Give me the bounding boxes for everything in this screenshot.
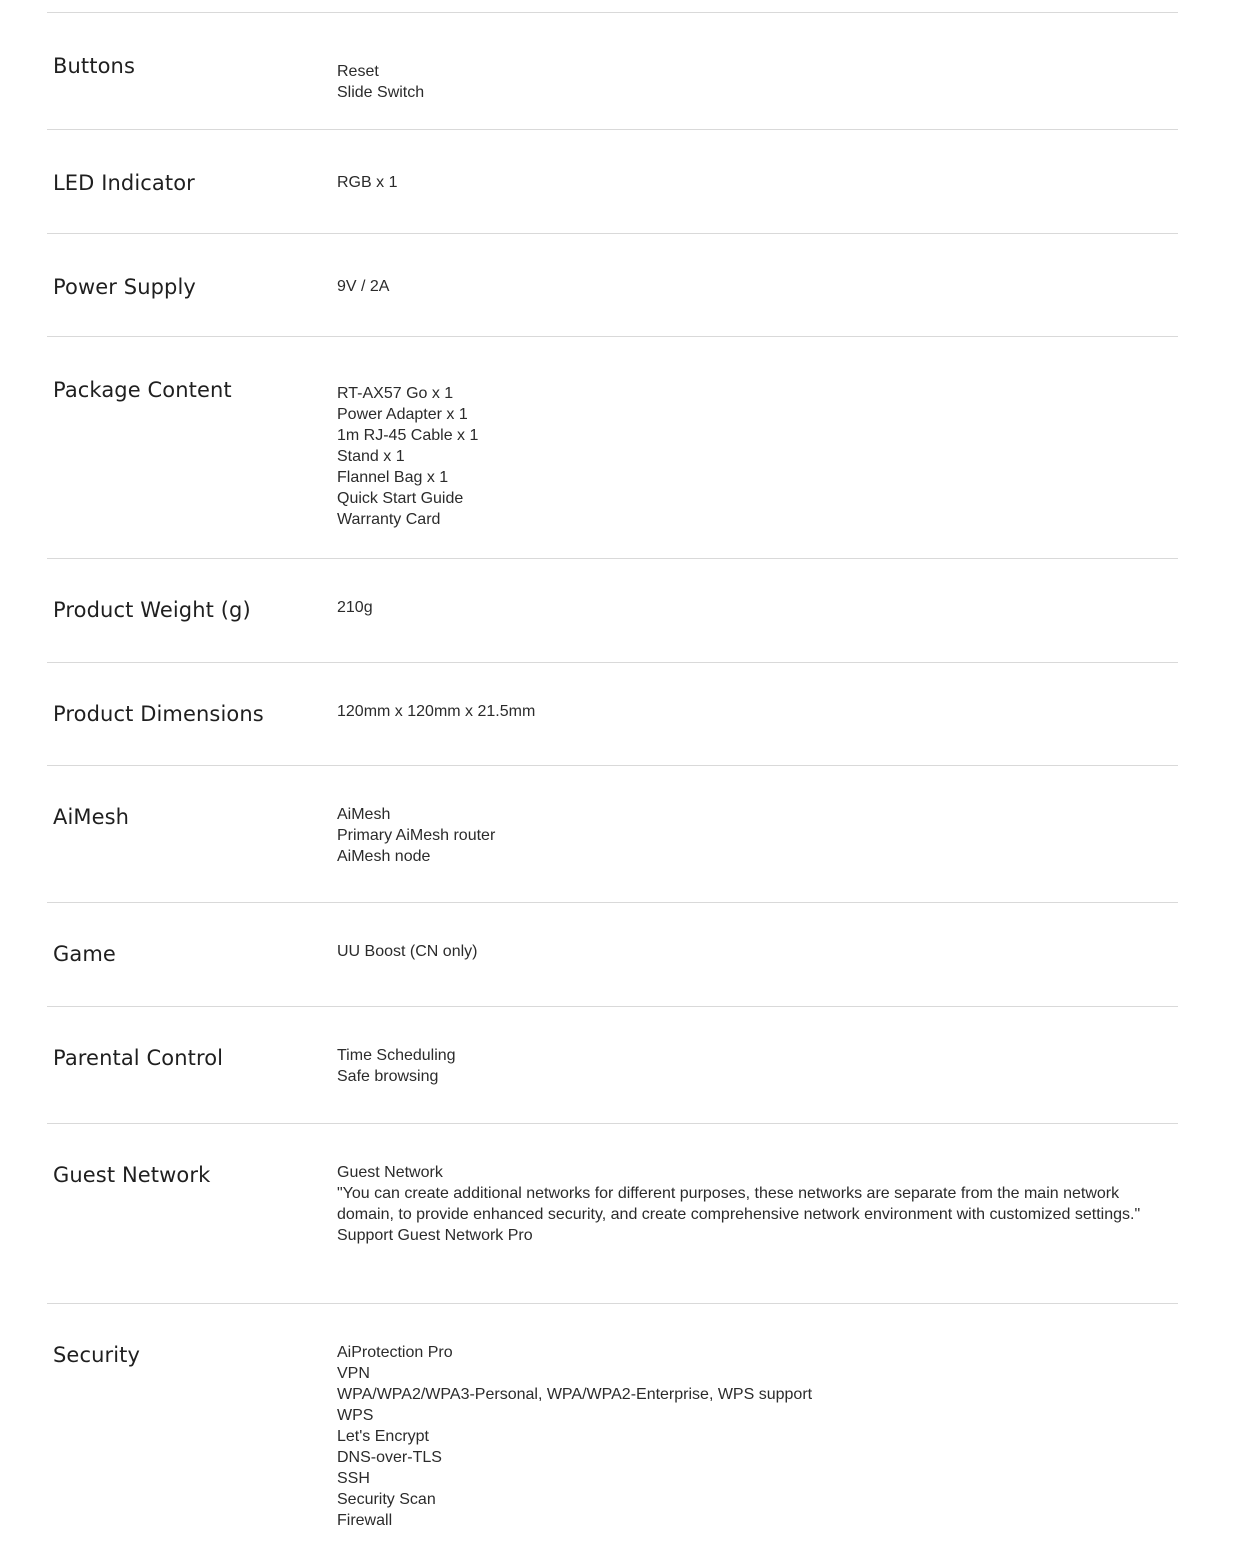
spec-label: Product Weight (g): [53, 598, 251, 622]
spec-value-line: 9V / 2A: [337, 278, 390, 295]
spec-value-line: Primary AiMesh router: [337, 827, 496, 844]
spec-row-led-indicator: [47, 129, 1178, 233]
spec-label: Security: [53, 1343, 141, 1367]
spec-value-line: Warranty Card: [337, 511, 441, 528]
spec-value-line: Let's Encrypt: [337, 1428, 429, 1445]
spec-value-line: Firewall: [337, 1512, 393, 1529]
spec-row-product-weight: [47, 558, 1178, 662]
spec-value: [337, 1045, 1178, 1123]
spec-value-line: Quick Start Guide: [337, 490, 464, 507]
spec-value-line: 1m RJ-45 Cable x 1: [337, 427, 479, 444]
spec-value-line: WPA/WPA2/WPA3-Personal, WPA/WPA2-Enterprise, WPS support: [337, 1386, 813, 1403]
spec-value-line: 210g: [337, 599, 373, 616]
spec-value: [337, 170, 1178, 233]
spec-label: Product Dimensions: [53, 702, 264, 726]
spec-row-package-content: [47, 336, 1178, 558]
spec-row-parental-control: [47, 1006, 1178, 1123]
spec-value-line: Power Adapter x 1: [337, 406, 468, 423]
spec-label: LED Indicator: [53, 171, 195, 195]
spec-value-line: Slide Switch: [337, 84, 425, 101]
spec-value-line: Reset: [337, 63, 379, 80]
spec-value: [337, 53, 1178, 129]
spec-label: Power Supply: [53, 275, 196, 299]
spec-value-line: Support Guest Network Pro: [337, 1227, 533, 1244]
spec-value-line: AiProtection Pro: [337, 1344, 453, 1361]
spec-table: [47, 0, 1178, 1543]
spec-value-line: Flannel Bag x 1: [337, 469, 449, 486]
spec-value-line: AiMesh: [337, 806, 391, 823]
spec-value-line: DNS-over-TLS: [337, 1449, 442, 1466]
spec-value: [337, 377, 1178, 558]
spec-value-line: WPS: [337, 1407, 374, 1424]
spec-value-line: "You can create additional networks for different purposes, these networks are separate from the main network domain, to provide enhanced security, and create comprehensive network environment with customized settings.": [337, 1185, 1141, 1223]
spec-value-line: SSH: [337, 1470, 370, 1487]
spec-value-line: UU Boost (CN only): [337, 943, 478, 960]
spec-label: Buttons: [53, 54, 135, 78]
spec-value-line: Safe browsing: [337, 1068, 439, 1085]
spec-label: Guest Network: [53, 1163, 211, 1187]
spec-value: [337, 1162, 1178, 1303]
spec-value-line: Time Scheduling: [337, 1047, 456, 1064]
spec-value: [337, 701, 1178, 765]
spec-value-line: Guest Network: [337, 1164, 443, 1181]
spec-row-guest-network: [47, 1123, 1178, 1303]
spec-value: [337, 274, 1178, 336]
spec-value-line: AiMesh node: [337, 848, 431, 865]
spec-row-product-dimensions: [47, 662, 1178, 765]
spec-value: [337, 597, 1178, 662]
spec-row-aimesh: [47, 765, 1178, 902]
spec-label: Parental Control: [53, 1046, 224, 1070]
spec-value-line: RT-AX57 Go x 1: [337, 385, 454, 402]
spec-value: [337, 941, 1178, 1006]
spec-row-buttons: [47, 12, 1178, 129]
spec-label: Game: [53, 942, 116, 966]
spec-row-security: [47, 1303, 1178, 1543]
spec-value: [337, 1342, 1178, 1543]
spec-value-line: Stand x 1: [337, 448, 405, 465]
spec-value-line: Security Scan: [337, 1491, 436, 1508]
spec-label: AiMesh: [53, 805, 130, 829]
spec-value-line: VPN: [337, 1365, 370, 1382]
spec-label: Package Content: [53, 378, 232, 402]
spec-row-game: [47, 902, 1178, 1006]
spec-row-power-supply: [47, 233, 1178, 336]
spec-value-line: RGB x 1: [337, 174, 398, 191]
spec-value-line: 120mm x 120mm x 21.5mm: [337, 703, 536, 720]
spec-value: [337, 804, 1178, 902]
